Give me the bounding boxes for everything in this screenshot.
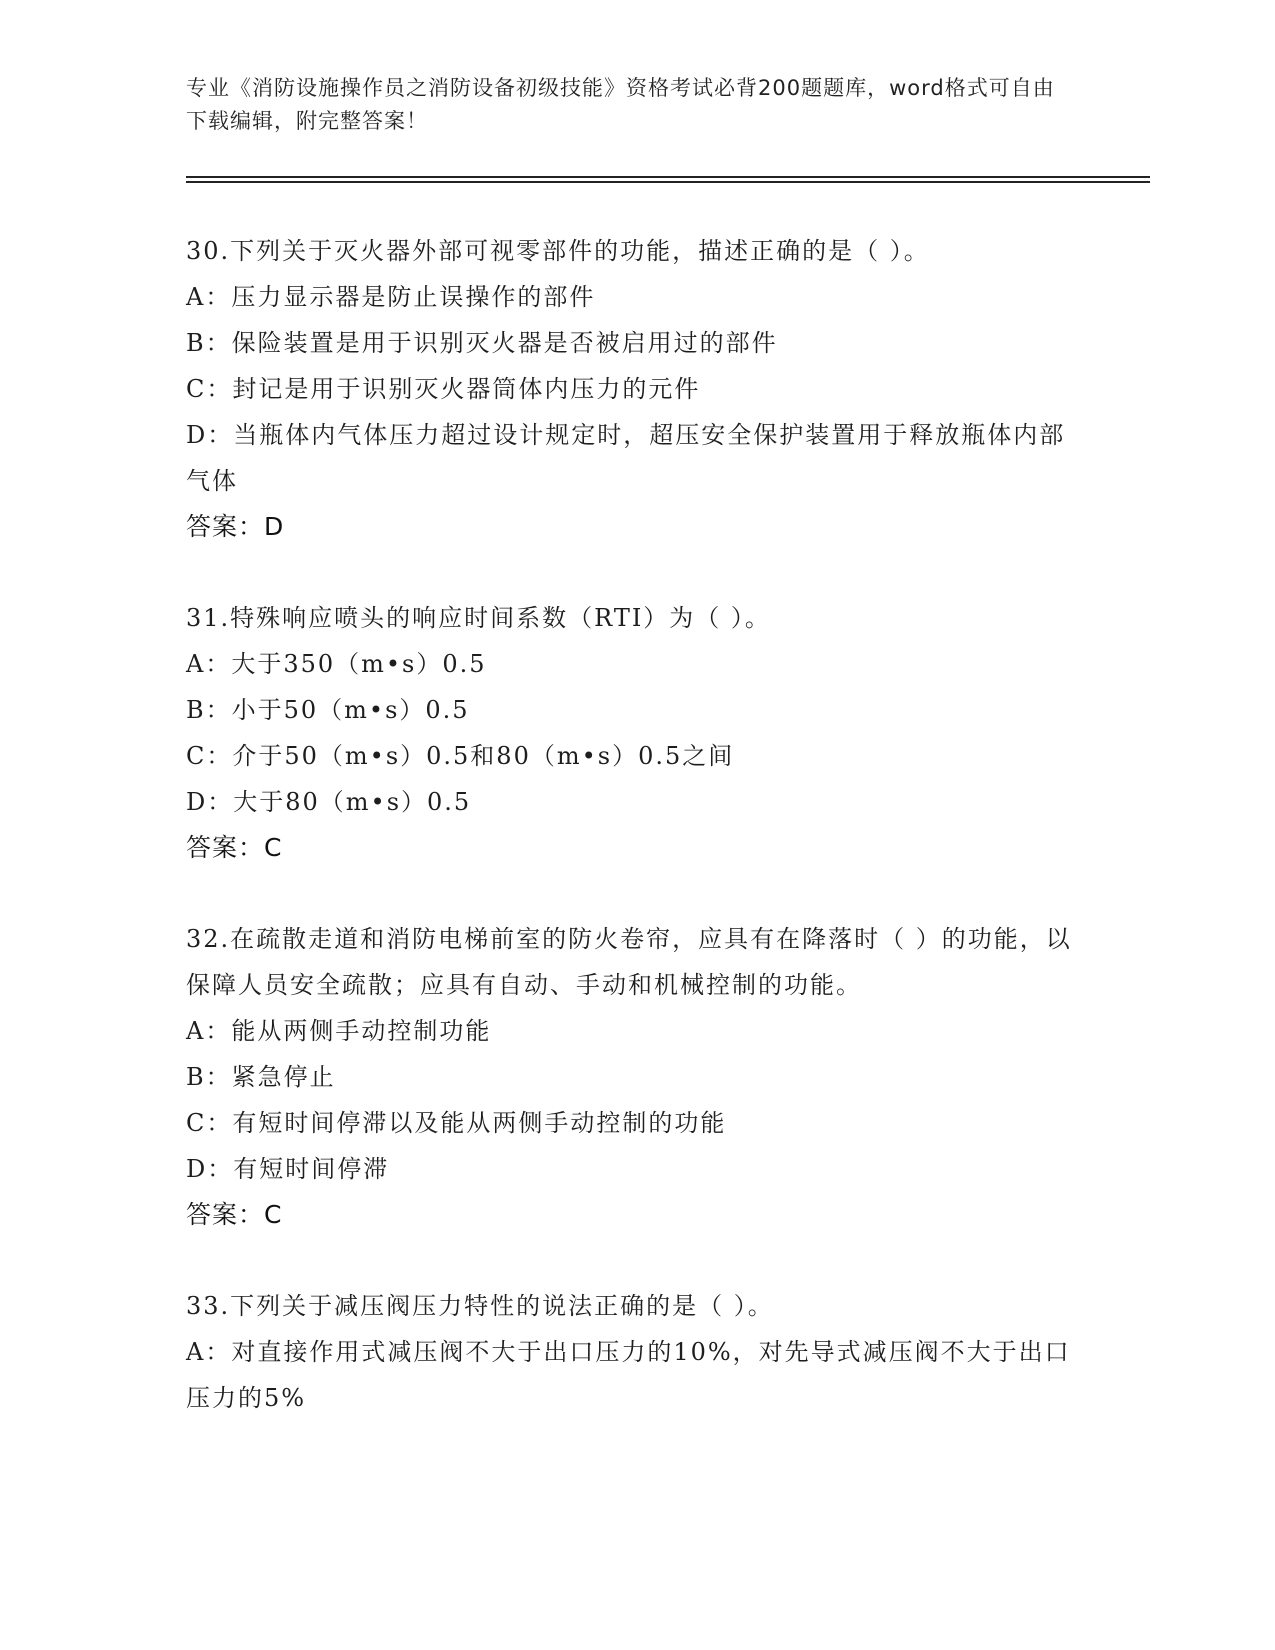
question-stem: 33.下列关于减压阀压力特性的说法正确的是（ ）。 <box>186 1292 774 1320</box>
question-stem: 31.特殊响应喷头的响应时间系数（RTI）为（ ）。 <box>186 604 771 632</box>
question-list <box>186 228 1086 1466</box>
option-a: A：对直接作用式减压阀不大于出口压力的10%，对先导式减压阀不大于出口压力的5% <box>186 1338 1071 1412</box>
option-d: D：当瓶体内气体压力超过设计规定时，超压安全保护装置用于释放瓶体内部气体 <box>186 421 1066 495</box>
question-33 <box>186 1283 1086 1421</box>
option-c: C：介于50（m•s）0.5和80（m•s）0.5之间 <box>186 742 735 770</box>
answer-label: 答案：C <box>186 1200 283 1229</box>
question-32 <box>186 916 1086 1238</box>
option-a: A：大于350（m•s）0.5 <box>186 650 487 678</box>
option-a: A：能从两侧手动控制功能 <box>186 1017 492 1045</box>
option-b: B：小于50（m•s）0.5 <box>186 696 470 724</box>
question-30 <box>186 228 1086 550</box>
document-header <box>186 72 1066 138</box>
answer-label: 答案：D <box>186 512 285 541</box>
option-d: D：有短时间停滞 <box>186 1155 390 1183</box>
question-stem: 32.在疏散走道和消防电梯前室的防火卷帘，应具有在降落时（ ）的功能，以保障人员安全疏散；应具有自动、手动和机械控制的功能。 <box>186 925 1072 999</box>
option-c: C：有短时间停滞以及能从两侧手动控制的功能 <box>186 1109 727 1137</box>
header-divider-top <box>186 176 1150 178</box>
option-b: B：保险装置是用于识别灭火器是否被启用过的部件 <box>186 329 778 357</box>
answer-label: 答案：C <box>186 833 283 862</box>
option-a: A：压力显示器是防止误操作的部件 <box>186 283 596 311</box>
header-divider-bottom <box>186 181 1150 183</box>
question-stem: 30.下列关于灭火器外部可视零部件的功能，描述正确的是（ ）。 <box>186 237 930 265</box>
header-title: 专业《消防设施操作员之消防设备初级技能》资格考试必背200题题库，word格式可自由下载编辑，附完整答案！ <box>186 76 1055 133</box>
question-31 <box>186 595 1086 871</box>
option-b: B：紧急停止 <box>186 1063 336 1091</box>
option-c: C：封记是用于识别灭火器筒体内压力的元件 <box>186 375 701 403</box>
option-d: D：大于80（m•s）0.5 <box>186 788 472 816</box>
